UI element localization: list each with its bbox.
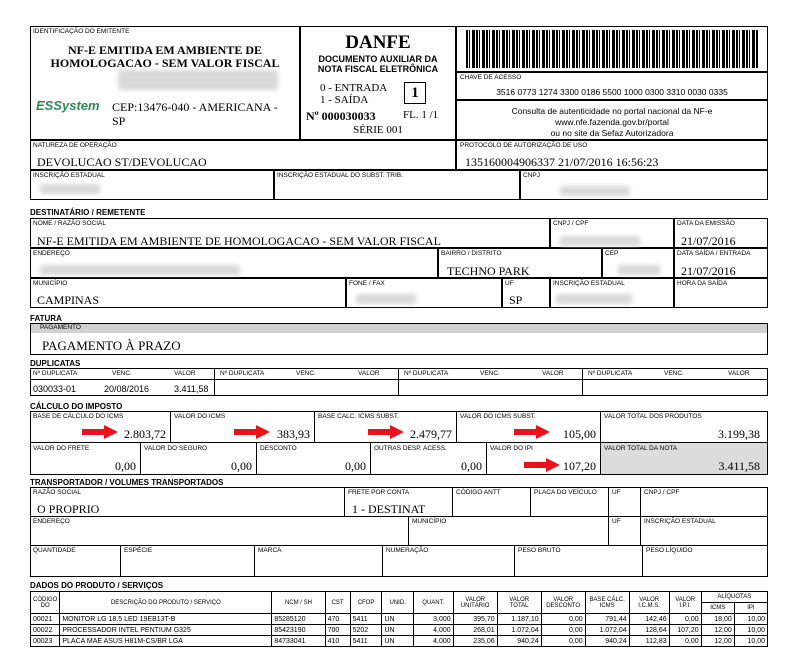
imp-div-5 — [140, 443, 141, 475]
data-emissao-label: DATA DA EMISSÃO — [677, 220, 735, 227]
imp-div-4 — [600, 411, 601, 475]
imposto-section: CÁLCULO DO IMPOSTO — [30, 402, 123, 411]
dest-nome-label: NOME / RAZÃO SOCIAL — [33, 220, 106, 227]
arrow-icon — [232, 424, 272, 440]
table-cell: UN — [382, 625, 413, 636]
dest-nome: NF-E EMITIDA EM AMBIENTE DE HOMOLOGACAO - SEM VALOR FISCAL — [37, 234, 441, 248]
barcode — [466, 30, 758, 68]
transp-d7 — [120, 545, 121, 577]
th-ncm: NCM / SH — [272, 592, 325, 614]
table-cell: 1.187,10 — [497, 614, 541, 625]
transp-qtd-label: QUANTIDADE — [33, 547, 76, 554]
table-cell: 128,64 — [629, 625, 669, 636]
data-saida-label: DATA SAÍDA / ENTRADA — [677, 250, 751, 257]
transp-razao: O PROPRIO — [37, 502, 100, 516]
imp-div-8 — [486, 443, 487, 475]
dup-h-venc-3: VENC. — [480, 370, 500, 377]
table-cell: 791,44 — [585, 614, 629, 625]
dup-divider-2 — [398, 368, 399, 396]
outras: 0,00 — [461, 459, 482, 473]
dup-header-line — [30, 379, 768, 380]
table-cell: 0,00 — [541, 636, 585, 647]
transp-d4 — [608, 487, 609, 545]
seguro: 0,00 — [231, 459, 252, 473]
duplicatas-section: DUPLICATAS — [30, 359, 81, 368]
imp-div-6 — [256, 443, 257, 475]
transportador-section: TRANSPORTADOR / VOLUMES TRANSPORTADOS — [30, 478, 224, 487]
dup-h-num-4: Nº DUPLICATA — [588, 370, 633, 377]
dup-venc: 20/08/2016 — [104, 384, 150, 394]
dest-cnpj-redacted — [560, 236, 640, 246]
dup-h-num-3: Nº DUPLICATA — [404, 370, 449, 377]
table-cell: 84733041 — [272, 636, 325, 647]
danfe-folha: FL. 1 /1 — [403, 109, 439, 121]
table-cell: 5411 — [350, 636, 382, 647]
table-cell: UN — [382, 636, 413, 647]
table-cell: 4,000 — [413, 636, 453, 647]
table-cell: 18,00 — [701, 614, 734, 625]
table-cell: 0,00 — [541, 614, 585, 625]
table-cell: 0,00 — [541, 625, 585, 636]
destinatario-section: DESTINATÁRIO / REMETENTE — [30, 208, 146, 217]
dup-h-valor-2: VALOR — [358, 370, 380, 377]
table-cell: 470 — [325, 614, 350, 625]
transp-d5 — [640, 487, 641, 545]
th-cst: CST — [325, 592, 350, 614]
transp-d8 — [254, 545, 255, 577]
table-cell: PLACA MAE ASUS H81M-CS/BR LGA — [60, 636, 272, 647]
transp-razao-label: RAZÃO SOCIAL — [33, 489, 82, 496]
ie-label: INSCRIÇÃO ESTADUAL — [33, 172, 105, 179]
imp-div-3 — [456, 411, 457, 443]
emitente-label: IDENTIFICAÇÃO DO EMITENTE — [33, 28, 130, 35]
v-icms-label: VALOR DO ICMS — [174, 413, 226, 420]
arrow-icon — [522, 457, 562, 473]
data-saida: 21/07/2016 — [681, 264, 736, 278]
transp-d10 — [514, 545, 515, 577]
danfe-tipo: 1 — [404, 82, 426, 104]
protocolo-value: 135160004906337 21/07/2016 16:56:23 — [465, 155, 659, 169]
v-prod-label: VALOR TOTAL DOS PRODUTOS — [604, 413, 702, 420]
fatura-section: FATURA — [30, 314, 62, 323]
th-aliq-ipi: IPI — [734, 603, 767, 614]
table-cell: 0,00 — [669, 614, 701, 625]
bc-st-label: BASE CALC. ICMS SUBST. — [318, 413, 399, 420]
danfe-title: DANFE — [345, 32, 411, 53]
table-cell: 10,00 — [734, 636, 767, 647]
transp-antt-label: CÓDIGO ANTT — [456, 489, 501, 496]
transp-d2 — [452, 487, 453, 516]
dest-bairro: TECHNO PARK — [447, 264, 530, 278]
dest-endereco-redacted — [40, 265, 240, 275]
table-row — [31, 625, 768, 636]
ie-redacted — [40, 184, 100, 194]
table-cell: 4,000 — [413, 625, 453, 636]
table-cell: 5411 — [350, 614, 382, 625]
transp-d11 — [642, 545, 643, 577]
table-cell: 395,70 — [453, 614, 497, 625]
dup-h-valor-1: VALOR — [174, 370, 196, 377]
bc-icms-label: BASE DE CÁLCULO DO ICMS — [33, 413, 124, 420]
emitente-address-redacted — [118, 70, 278, 90]
produtos-body — [31, 614, 768, 647]
danfe-numero: Nº 000030033 — [306, 109, 376, 123]
table-cell: 85285120 — [272, 614, 325, 625]
arrow-icon — [80, 424, 120, 440]
table-cell: 940,24 — [585, 636, 629, 647]
transp-line-1 — [30, 516, 768, 517]
desconto-label: DESCONTO — [260, 445, 297, 452]
dup-num: 030033-01 — [33, 384, 77, 394]
dest-municipio-label: MUNICÍPIO — [33, 280, 68, 287]
dest-ie-redacted — [556, 294, 632, 304]
dest-endereco-label: ENDEREÇO — [33, 250, 70, 257]
table-cell: 700 — [325, 625, 350, 636]
table-cell: 5202 — [350, 625, 382, 636]
th-v-desc: VALOR DESCONTO — [541, 592, 585, 614]
th-quant: QUANT. — [413, 592, 453, 614]
dest-cnpj-label: CNPJ / CPF — [553, 220, 589, 227]
table-cell: 410 — [325, 636, 350, 647]
pagamento-label: PAGAMENTO — [40, 324, 81, 331]
th-aliq-icms: ICMS — [701, 603, 734, 614]
table-row — [31, 614, 768, 625]
consulta-line-3: ou no site da Sefaz Autorizadora — [550, 128, 674, 138]
transp-uf-label: UF — [612, 489, 621, 496]
pagamento-value: PAGAMENTO À PRAZO — [42, 338, 181, 353]
consulta-line-2[interactable]: www.nfe.fazenda.gov.br/portal — [555, 117, 669, 127]
table-cell: 107,20 — [669, 625, 701, 636]
natureza-label: NATUREZA DE OPERAÇÃO — [33, 142, 117, 149]
transp-line-2 — [30, 545, 768, 546]
th-unid: UNID. — [382, 592, 413, 614]
data-emissao: 21/07/2016 — [681, 234, 736, 248]
logo: ESSystem — [36, 98, 100, 113]
cnpj-box — [520, 170, 768, 200]
dest-uf-label: UF — [505, 280, 514, 287]
th-v-total: VALOR TOTAL — [497, 592, 541, 614]
dest-bairro-label: BAIRRO / DISTRITO — [441, 250, 502, 257]
table-cell: 3,000 — [413, 614, 453, 625]
table-cell: 12,00 — [701, 625, 734, 636]
chave-label: CHAVE DE ACESSO — [460, 74, 522, 81]
dest-cep-label: CEP — [605, 250, 619, 257]
th-v-icms: VALOR I.C.M.S. — [629, 592, 669, 614]
cnpj-label: CNPJ — [523, 172, 540, 179]
transp-uf2-label: UF — [612, 518, 621, 525]
transp-ie-label: INSCRIÇÃO ESTADUAL — [644, 518, 716, 525]
transp-marca-label: MARCA — [258, 547, 282, 554]
dup-h-venc-1: VENC. — [112, 370, 132, 377]
table-cell: 1.072,04 — [585, 625, 629, 636]
table-cell: 85423190 — [272, 625, 325, 636]
transp-frete-label: FRETE POR CONTA — [348, 489, 410, 496]
th-v-unit: VALOR UNITÁRIO — [453, 592, 497, 614]
consulta-line-1: Consulta de autenticidade no portal nacional da NF-e — [511, 106, 713, 116]
transp-placa-label: PLACA DO VEÍCULO — [534, 489, 597, 496]
frete-label: VALOR DO FRETE — [33, 445, 90, 452]
th-descricao: DESCRIÇÃO DO PRODUTO / SERVIÇO — [60, 592, 272, 614]
th-codigo: CÓDIGO DO — [31, 592, 60, 614]
seguro-label: VALOR DO SEGURO — [144, 445, 208, 452]
desconto: 0,00 — [345, 459, 366, 473]
frete: 0,00 — [115, 459, 136, 473]
natureza-value: DEVOLUCAO ST/DEVOLUCAO — [37, 155, 207, 169]
transp-d9 — [382, 545, 383, 577]
arrow-icon — [512, 424, 552, 440]
produtos-section: DADOS DO PRODUTO / SERVIÇOS — [30, 581, 164, 590]
transp-end-label: ENDEREÇO — [33, 518, 70, 525]
transp-box — [30, 487, 768, 577]
dest-ie-label: INSCRIÇÃO ESTADUAL — [553, 280, 625, 287]
dest-fone-label: FONE / FAX — [349, 280, 385, 287]
dup-divider-3 — [582, 368, 583, 396]
hora-saida-label: HORA DA SAÍDA — [677, 280, 728, 287]
produtos-table — [30, 591, 768, 647]
cnpj-redacted — [560, 186, 630, 196]
ipi: 107,20 — [563, 459, 596, 473]
danfe-serie: SÉRIE 001 — [353, 124, 403, 136]
table-cell: 10,00 — [734, 614, 767, 625]
imp-div-2 — [314, 411, 315, 443]
dup-h-venc-2: VENC. — [296, 370, 316, 377]
outras-label: OUTRAS DESP. ACESS. — [374, 445, 447, 452]
ie-st-label: INSCRIÇÃO ESTADUAL DO SUBST. TRIB. — [277, 172, 403, 179]
table-cell: 10,00 — [734, 625, 767, 636]
table-cell: 940,24 — [497, 636, 541, 647]
transp-pl-label: PESO LÍQUIDO — [646, 547, 693, 554]
dup-h-venc-4: VENC. — [664, 370, 684, 377]
danfe-saida: 1 - SAÍDA — [320, 94, 369, 106]
v-st: 105,00 — [563, 427, 596, 441]
table-cell: 1.072,04 — [497, 625, 541, 636]
ipi-label: VALOR DO IPI — [490, 445, 533, 452]
imp-div-1 — [170, 411, 171, 443]
transp-esp-label: ESPÉCIE — [124, 547, 153, 554]
dup-h-valor-3: VALOR — [542, 370, 564, 377]
dup-h-num-1: Nº DUPLICATA — [33, 370, 78, 377]
table-cell: UN — [382, 614, 413, 625]
chave-value[interactable]: 3516 0773 1274 3300 0186 5500 1000 0300 3310 0030 0335 — [496, 87, 728, 97]
dest-uf: SP — [509, 293, 523, 307]
th-aliquotas: ALÍQUOTAS — [701, 592, 767, 603]
protocolo-label: PROTOCOLO DE AUTORIZAÇÃO DE USO — [460, 142, 588, 149]
arrow-icon — [366, 424, 406, 440]
bc-st: 2.479,77 — [410, 427, 452, 441]
emitente-name: NF-E EMITIDA EM AMBIENTE DE HOMOLOGACAO - SEM VALOR FISCAL — [50, 43, 280, 70]
transp-d3 — [530, 487, 531, 516]
transp-frete: 1 - DESTINAT — [352, 502, 426, 516]
transp-d1 — [344, 487, 345, 516]
transp-num-label: NUMERAÇÃO — [386, 547, 429, 554]
v-st-label: VALOR DO ICMS SUBST. — [460, 413, 536, 420]
table-cell: 00021 — [31, 614, 60, 625]
dest-municipio: CAMPINAS — [37, 293, 100, 307]
v-nota-label: VALOR TOTAL DA NOTA — [604, 445, 678, 452]
transp-cnpj-label: CNPJ / CPF — [644, 489, 680, 496]
dup-divider-1 — [214, 368, 215, 396]
table-row — [31, 636, 768, 647]
dest-fone-redacted — [356, 294, 416, 304]
table-cell: MONITOR LG 18.5 LED 19EB13T-B — [60, 614, 272, 625]
dup-h-valor-4: VALOR — [728, 370, 750, 377]
v-icms: 383,93 — [277, 427, 310, 441]
table-cell: 12,00 — [701, 636, 734, 647]
table-cell: 235,06 — [453, 636, 497, 647]
fatura-header-bar — [31, 324, 767, 333]
table-cell: PROCESSADOR INTEL PENTIUM G325 — [60, 625, 272, 636]
dup-valor: 3.411,58 — [174, 384, 209, 394]
v-nota: 3.411,58 — [718, 459, 760, 473]
table-cell: 00023 — [31, 636, 60, 647]
th-bc-icms: BASE CÁLC. ICMS — [585, 592, 629, 614]
table-cell: 00022 — [31, 625, 60, 636]
imp-div-7 — [370, 443, 371, 475]
danfe-subtitle: DOCUMENTO AUXILIAR DA NOTA FISCAL ELETRÔNICA — [317, 54, 439, 74]
danfe-entrada: 0 - ENTRADA — [320, 82, 388, 94]
table-cell: 0,00 — [669, 636, 701, 647]
table-cell: 112,83 — [629, 636, 669, 647]
dup-h-num-2: Nº DUPLICATA — [220, 370, 265, 377]
th-cfop: CFOP — [350, 592, 382, 614]
table-cell: 268,01 — [453, 625, 497, 636]
transp-d6 — [408, 516, 409, 545]
th-v-ipi: VALOR I.P.I. — [669, 592, 701, 614]
v-prod: 3.199,38 — [718, 427, 760, 441]
table-cell: 142,46 — [629, 614, 669, 625]
transp-pb-label: PESO BRUTO — [518, 547, 561, 554]
bc-icms: 2.803,72 — [124, 427, 166, 441]
emitente-cep: CEP:13476-040 - AMERICANA - SP — [112, 100, 278, 128]
dest-cep-redacted — [618, 265, 660, 275]
transp-mun-label: MUNICÍPIO — [412, 518, 447, 525]
